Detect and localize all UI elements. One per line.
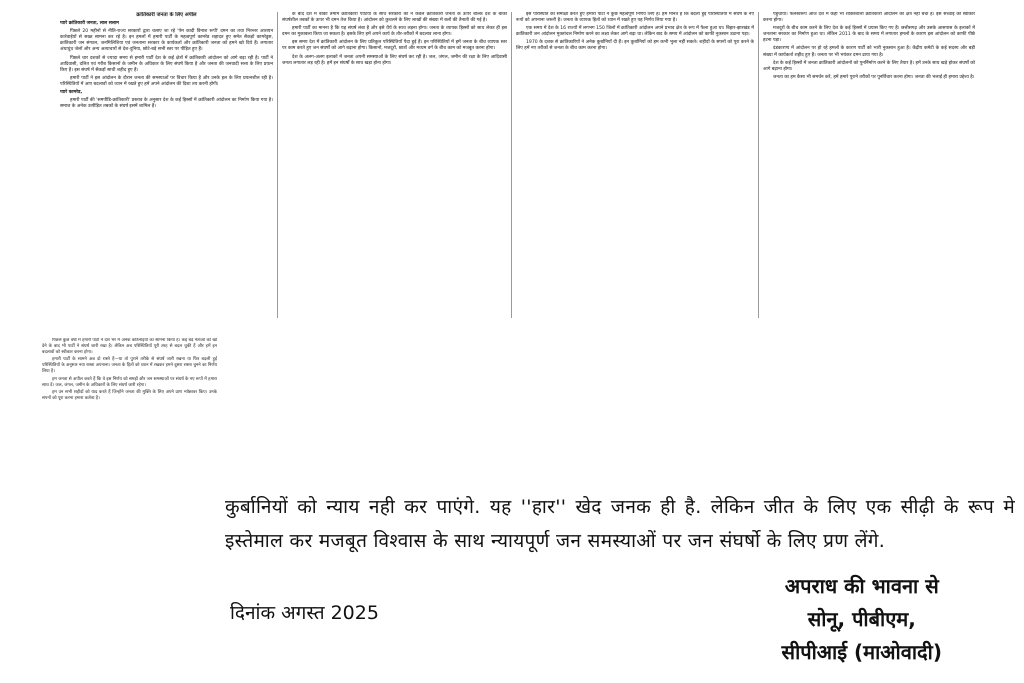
paragraph: हम उन सभी शहीदों को याद करते हैं जिन्होंने जनता की मुक्ति के लिए अपने प्राण न्योछावर किए। उनके सपनों को पूरा करना हमारा कर्तव्य है। — [42, 390, 217, 402]
column-4 — [763, 12, 975, 324]
column-5 — [42, 338, 217, 676]
paragraph: इस समय देश में क्रांतिकारी आंदोलन के लिए प्रतिकूल परिस्थितियाँ पैदा हुई हैं। इन परिस्थितियों में हमें जनता के बीच व्यापक स्तर पर काम करते हुए जन संघर्षों को आगे बढ़ाना होगा। किसानों, मजदूरों, छात्रों और मध्यम वर्ग के बीच काम को मजबूत करना होगा। — [282, 40, 507, 52]
paragraph: पहुँचाया। फलस्वरूप आज देश में कहीं भी शक्तिशाली क्रांतिकारी आंदोलन का क्षेत्र नहीं बचा है। इस सच्चाई को स्वीकार करना होगा। — [763, 12, 975, 24]
column-2 — [282, 12, 507, 324]
closing-statement: कुर्बानियों को न्याय नही कर पाएंगे. यह ''हार'' खेद जनक ही है. लेकिन जीत के लिए एक सीढ़ी के रूप मे इस्तेमाल कर मजबूत विश्वास के साथ न्यायपूर्ण जन समस्याओं पर जन संघर्षो के लिए प्रण लेंगे. — [225, 496, 1015, 552]
column-divider — [758, 12, 759, 318]
paragraph: हमारी पार्टी ने इस आंदोलन के दौरान जनता की समस्याओं पर विचार किया है और उनके हल के लिए प्रयत्नशील रही है। परिस्थितियों में आए बदलावों को ध्यान में रखते हुए हमें अपने आंदोलन की दिशा तय करनी होगी। — [60, 75, 273, 87]
paragraph: पिछले 20 महीनों से नीति-राज्य सरकारों द्वारा चलाए जा रहे 'पेम कादी विनाश रूपी' दमन का तथा निरन्तर आशयन कार्रवाईयों से सख्त सामना कर रहे है। इन हमलों में हमारी पार्टी के महत्वपूर्ण कामरेड शहादत हुए समेत सैकड़ों कामरेडुस, क्रांतिकारी जन संगठन, जनमिलिशिया एवं जनताना सरकार के कार्यकर्ता और क्रांतिकारी जनता को हमने खो दिये हैं। लगातार अंधाधुंध जेलों और अन्य अत्याचारों से देश-दुनिया, छोटे-बड़े सभी स्तर पर पीड़ित हुए हैं। — [60, 29, 273, 53]
paragraph: देश के अलग-अलग इलाकों में जनता अपनी समस्याओं के लिए संघर्ष कर रही है। जल, जंगल, जमीन की रक्षा के लिए आदिवासी जनता लगातार लड़ रही है। हमें इन संघर्षों के साथ खड़ा होना होगा। — [282, 54, 507, 66]
paragraph: जनता का हम कैसा भी समर्थन करें, हमें हमारे पुराने तरीकों पर पुनर्विचार करना होगा। जनता की भलाई ही हमारा उद्देश्य है। — [773, 74, 975, 80]
column-1 — [60, 12, 273, 324]
paragraph: के बाद देश में बाकी तमाम क्रांतिकारी पार्टियों के साथ सरकारों को न केवल क्रांतिकारी जनता के ऊपर बल्कि देश के बाकी संघर्षशील तबकों के ऊपर भी दमन तेज किया है। आंदोलन को कुचलने के लिए लाखों की संख्या में बलों की तैनाती की गई है। — [282, 12, 507, 24]
paragraph: देश के कई हिस्सों में जनता क्रांतिकारी आंदोलनों को पुनर्निर्माण करने के लिए तैयार है। हमें उनके साथ खड़े होकर संघर्षों को आगे बढ़ाना होगा। — [763, 60, 975, 72]
paragraph: हमारी पार्टी के सामने अब दो रास्ते हैं—या तो पुराने तरीके से संघर्ष जारी रखना या फिर बदली हुई परिस्थितियों के अनुसार नया रास्ता अपनाना। जनता के हितों को ध्यान में रखकर हमने दूसरा रास्ता चुनने का निर्णय लिया है। — [42, 357, 217, 374]
letter-heading: क्रांतिकारी जनता के लिए अपील — [136, 12, 197, 18]
paragraph: पिछले चार दशकों से ज्यादा समय से हमारी पार्टी देश के कई क्षेत्रों में क्रांतिकारी आंदोलन को आगे बढ़ा रही है। पार्टी ने आदिवासी, दलित एवं गरीब किसानों के जमीन के अधिकार के लिए संघर्ष किया है और जनता की जनवादी सत्ता के लिए प्रयत्न किए हैं। इस संघर्ष में सैकड़ों साथी शहीद हुए हैं। — [60, 55, 273, 73]
column-3 — [516, 12, 754, 324]
paragraph: हमारी पार्टी की 'समपीडि-क्रांतिकारी' प्रस्ताव के अनुसार देश के कई हिस्सों में क्रांतिकारी आंदोलन का निर्माण किया गया है। समाज के अनेक उत्पीड़ित तबकों के संघर्ष इसमें शामिल हैं। — [60, 98, 273, 110]
paragraph: हम जनता से अपील करते हैं कि वे इस निर्णय को समझें और जन समस्याओं पर संघर्ष के नए रूपों में हमारा साथ दें। जल, जंगल, जमीन के अधिकारों के लिए संघर्ष जारी रहेगा। — [42, 376, 217, 388]
signature-line: अपराध की भावना से — [784, 574, 939, 598]
paragraph: एक समय में देश के 16 राज्यों में लगभग 150 जिलों में क्रांतिकारी आंदोलन अपने प्रभाव क्षेत्र के रूप में फैला हुआ था। बिहार-झारखंड में क्रांतिकारी जन आंदोलन मुक्तांचल निर्माण करने का लक्ष्य लेकर आगे बढ़ा था। लेकिन बाद के समय में आंदोलन को काफी नुकसान उठाना पड़ा। — [516, 26, 754, 38]
salutation-2: प्यारे कामरेड, — [60, 90, 83, 96]
column-divider — [511, 12, 512, 318]
paragraph: इस परिस्थिति की समीक्षा करते हुए हमारी पार्टी ने कुछ महत्वपूर्ण निर्णय लिए हैं। हम मानते हैं कि बदली हुई परिस्थितियों में संघर्ष के नए रूपों को अपनाना जरूरी है। जनता के व्यापक हितों को ध्यान में रखते हुए यह निर्णय लिया गया है। — [516, 12, 754, 24]
signature-organization: सीपीआई (माओवादी) — [781, 640, 942, 664]
signature-name: सोनू, पीबीएम, — [807, 607, 916, 631]
signature-block — [782, 570, 942, 669]
paragraph: दंडकारण्य में आंदोलन पर हो रहे हमलों के कारण पार्टी को भारी नुकसान हुआ है। केंद्रीय कमेटी के कई सदस्य और बड़ी संख्या में कार्यकर्ता शहीद हुए हैं। जनता पर भी भयंकर दमन ढाया गया है। — [763, 46, 975, 58]
paragraph: हमारी पार्टी का मानना है कि यह संघर्ष लंबा है और इसे धैर्य के साथ लड़ना होगा। जनता के व्यापक हिस्सों को साथ लेकर ही इस दमन का मुकाबला किया जा सकता है। इसके लिए हमें अपने कार्य के तौर-तरीकों में बदलाव लाना होगा। — [282, 26, 507, 38]
paragraph: 1970 के दशक से क्रांतिकारियों ने अनेक कुर्बानियाँ दी हैं। इन कुर्बानियों को हम कभी भुला नहीं सकते। शहीदों के सपनों को पूरा करने के लिए हमें नए तरीकों से जनता के बीच काम करना होगा। — [516, 40, 754, 52]
salutation: प्यारे क्रांतिकारी जनता, लाल सलाम — [60, 21, 119, 27]
paragraph: पिछले कुछ वर्षों में हमारी पार्टी ने देश भर में अनेक कठिनाइयों का सामना किया है। कई बड़े नेताओं को खो देने के बाद भी पार्टी ने संघर्ष जारी रखा है। लेकिन अब परिस्थितियाँ पूरी तरह से बदल चुकी हैं और हमें इन बदलावों को स्वीकार करना होगा। — [42, 338, 217, 355]
column-divider — [277, 12, 278, 318]
paragraph: मजदूरों के बीच काम करने के लिए देश के कई हिस्सों में प्रयास किए गए हैं। छत्तीसगढ़ और उसके आसपास के इलाकों में जनताना सरकार का निर्माण हुआ था। लेकिन 2011 के बाद के समय में लगातार हमलों के कारण इस आंदोलन को काफी पीछे हटना पड़ा। — [763, 26, 975, 44]
letter-date: दिनांक अगस्त 2025 — [230, 602, 379, 624]
